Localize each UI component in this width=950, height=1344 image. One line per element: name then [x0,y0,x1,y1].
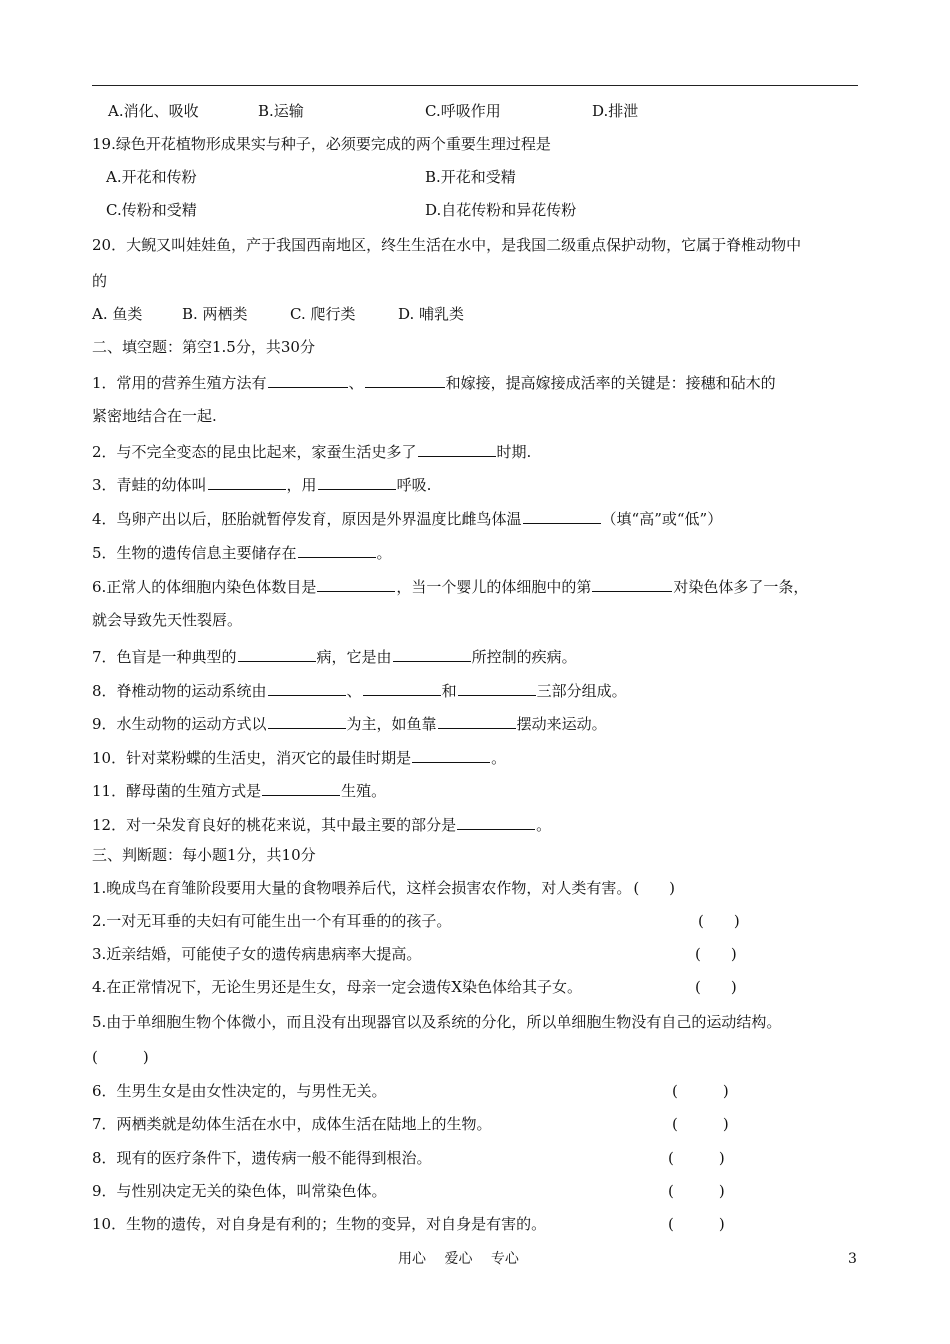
fill-q4-text-a: 4．鸟卵产出以后，胚胎就暂停发育，原因是外界温度比雌鸟体温 [92,510,522,528]
header-rule [92,85,858,86]
fill-q4 [92,507,722,529]
fill-q10-text-b: 。 [491,749,507,767]
fill-q12 [92,813,551,835]
fill-q8-text-a: 8．脊椎动物的运动系统由 [92,682,267,700]
fill-q6 [92,575,808,597]
blank [592,575,672,592]
answer-parentheses: ( ) [695,978,737,996]
fill-q6-cont: 就会导致先天性裂唇。 [92,611,243,629]
q20-option-a: A. 鱼类 [92,305,143,323]
section2-heading: 二、填空题：第空1.5分，共30分 [92,338,315,356]
blank [523,507,601,524]
q19-option-a: A.开花和传粉 [106,168,197,186]
q19-option-c: C.传粉和受精 [106,201,197,219]
blank [208,473,286,490]
judge-q6: 6．生男生女是由女性决定的，与男性无关。 [92,1082,387,1100]
fill-q3 [92,473,431,495]
blank [317,575,395,592]
q20-option-c: C. 爬行类 [290,305,356,323]
blank [268,712,346,729]
blank [363,679,441,696]
page-number: 3 [848,1251,857,1267]
fill-q3-text-c: 呼吸. [396,476,432,494]
blank [298,541,376,558]
blank [393,645,471,662]
blank [268,679,346,696]
fill-q7 [92,645,577,667]
answer-parentheses: ( ) [695,945,737,963]
judge-q2: 2.一对无耳垂的夫妇有可能生出一个有耳垂的的孩子。 [92,912,452,930]
answer-parentheses: ( ) [668,1182,725,1200]
blank [268,371,348,388]
blank [318,473,396,490]
blank [412,746,490,763]
fill-q5 [92,541,392,563]
fill-q12-text-b: 。 [536,816,552,834]
judge-q9: 9．与性别决定无关的染色体，叫常染色体。 [92,1182,387,1200]
fill-q11-text-b: 生殖。 [341,782,387,800]
blank [438,712,516,729]
fill-q7-text-c: 所控制的疾病。 [471,648,577,666]
judge-q5: 5.由于单细胞生物个体微小，而且没有出现器官以及系统的分化，所以单细胞生物没有自己的运动结构。 [92,1013,782,1031]
fill-q1-text-a: 1．常用的营养生殖方法有 [92,374,267,392]
fill-q1-text-b: 、 [348,374,364,392]
q20-stem-line1: 20．大鲵又叫娃娃鱼，产于我国西南地区，终生生活在水中，是我国二级重点保护动物，它属于脊椎动物中 [92,236,802,254]
answer-parentheses: ( ) [672,1115,729,1133]
q18-option-a: A.消化、吸收 [108,102,199,120]
q19-option-b: B.开花和受精 [425,168,516,186]
fill-q7-text-a: 7．色盲是一种典型的 [92,648,237,666]
answer-parentheses: ( ) [92,1048,149,1066]
fill-q1-text-c: 和嫁接，提高嫁接成活率的关键是：接穗和砧木的 [445,374,776,392]
q18-option-c: C.呼吸作用 [425,102,501,120]
fill-q9 [92,712,607,734]
fill-q3-text-a: 3．青蛙的幼体叫 [92,476,207,494]
fill-q2-text-a: 2．与不完全变态的昆虫比起来，家蚕生活史多了 [92,443,417,461]
fill-q11 [92,779,386,801]
blank [238,645,316,662]
fill-q6-text-b: ，当一个婴儿的体细胞中的第 [396,578,592,596]
judge-q1 [92,878,675,898]
footer-motto: 用心 爱心 专心 [398,1251,519,1267]
fill-q2-text-b: 时期. [496,443,532,461]
fill-q5-text-a: 5．生物的遗传信息主要储存在 [92,544,297,562]
q20-stem-line2: 的 [92,272,108,290]
judge-q1-text: 1.晚成鸟在育雏阶段要用大量的食物喂养后代，这样会损害农作物，对人类有害。 [92,879,632,897]
q19-option-d: D.自花传粉和异花传粉 [425,201,577,219]
section3-heading: 三、判断题：每小题1分，共10分 [92,846,316,864]
fill-q8 [92,679,627,701]
fill-q6-text-a: 6.正常人的体细胞内染色体数目是 [92,578,317,596]
fill-q9-text-c: 摆动来运动。 [516,715,607,733]
q19-stem: 19.绿色开花植物形成果实与种子，必须要完成的两个重要生理过程是 [92,135,551,153]
q20-option-d: D. 哺乳类 [398,305,465,323]
judge-q8: 8．现有的医疗条件下，遗传病一般不能得到根治。 [92,1149,432,1167]
q18-option-d: D.排泄 [592,102,639,120]
judge-q7: 7．两栖类就是幼体生活在水中，成体生活在陆地上的生物。 [92,1115,492,1133]
fill-q12-text-a: 12．对一朵发育良好的桃花来说，其中最主要的部分是 [92,816,457,834]
judge-q4: 4.在正常情况下，无论生男还是生女，母亲一定会遗传X染色体给其子女。 [92,978,582,996]
q20-option-b: B. 两栖类 [182,305,248,323]
blank [262,779,340,796]
fill-q7-text-b: 病，它是由 [316,648,392,666]
answer-parentheses: ( ) [698,912,740,930]
judge-q10: 10．生物的遗传，对自身是有利的；生物的变异，对自身是有害的。 [92,1215,547,1233]
judge-q3: 3.近亲结婚，可能使子女的遗传病患病率大提高。 [92,945,422,963]
fill-q9-text-a: 9．水生动物的运动方式以 [92,715,267,733]
fill-q3-text-b: ，用 [286,476,317,494]
fill-q8-text-c: 和 [441,682,457,700]
blank [418,440,496,457]
answer-parentheses: ( ) [633,879,676,897]
fill-q11-text-a: 11．酵母菌的生殖方式是 [92,782,262,800]
blank [365,371,445,388]
fill-q8-text-b: 、 [346,682,362,700]
fill-q6-text-c: 对染色体多了一条， [673,578,809,596]
answer-parentheses: ( ) [668,1215,725,1233]
fill-q1 [92,371,776,393]
answer-parentheses: ( ) [672,1082,729,1100]
fill-q5-text-b: 。 [376,544,392,562]
blank [457,813,535,830]
fill-q8-text-d: 三部分组成。 [536,682,627,700]
q18-option-b: B.运输 [258,102,304,120]
blank [458,679,536,696]
answer-parentheses: ( ) [668,1149,725,1167]
fill-q4-text-b: （填“高”或“低”） [601,510,723,528]
fill-q10-text-a: 10．针对菜粉蝶的生活史，消灭它的最佳时期是 [92,749,412,767]
fill-q2 [92,440,531,462]
fill-q9-text-b: 为主，如鱼靠 [346,715,437,733]
fill-q10 [92,746,506,768]
fill-q1-cont: 紧密地结合在一起. [92,407,217,425]
